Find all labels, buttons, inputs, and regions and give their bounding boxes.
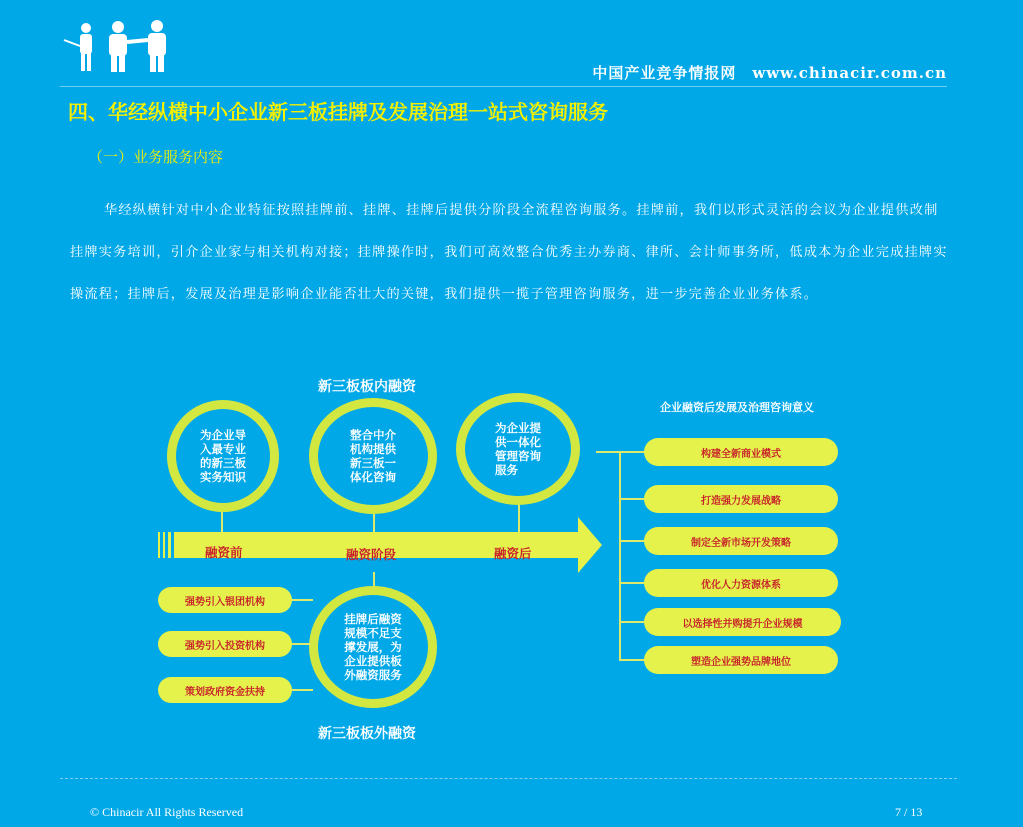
stage-before: 融资前	[205, 545, 243, 560]
body-paragraph: 华经纵横针对中小企业特征按照挂牌前、挂牌、挂牌后提供分阶段全流程咨询服务。挂牌前，我们以形式灵活的会议为企业提供改制挂牌实务培训，引介企业家与相关机构对接；挂牌操作时，我们可高效整合优秀主办券商、律所、会计师事务所，低成本为企业完成挂牌实操流程；挂牌后，发展及治理是影响企业能否壮大的关键，我们提供一揽子管理咨询服务，进一步完善企业业务体系。	[70, 203, 948, 302]
pill-market-strategy: 制定全新市场开发策略	[644, 527, 838, 555]
site-header: 中国产业竞争情报网 www.chinacir.com.cn	[592, 64, 947, 82]
pill-government-funding: 策划政府资金扶持	[158, 677, 292, 703]
circle-post-financing: 为企业提 供一体化 管理咨询 服务	[456, 393, 580, 505]
connector	[291, 599, 313, 601]
section-title: 四、华经纵横中小企业新三板挂牌及发展治理一站式咨询服务	[68, 100, 608, 124]
circle-pre-financing: 为企业导 入最专业 的新三板 实务知识	[167, 400, 279, 512]
right-panel-title: 企业融资后发展及治理咨询意义	[660, 401, 814, 414]
stage-during: 融资阶段	[346, 547, 397, 562]
pill-business-model: 构建全新商业模式	[644, 438, 838, 466]
connector	[619, 540, 645, 542]
connector	[291, 643, 311, 645]
circle-outer-financing: 挂牌后融资 规模不足支 撑发展，为 企业提供板 外融资服务	[309, 586, 437, 708]
bracket-line	[619, 451, 621, 660]
connector	[619, 582, 645, 584]
page-number: 7 / 13	[895, 805, 923, 819]
pill-hr-system: 优化人力资源体系	[644, 569, 838, 597]
connector	[596, 451, 620, 453]
pill-mergers-scale: 以选择性并购提升企业规模	[644, 608, 841, 636]
connector	[619, 498, 645, 500]
header-divider	[60, 86, 947, 87]
stage-after: 融资后	[494, 546, 532, 561]
outer-financing-title: 新三板板外融资	[318, 726, 416, 742]
circle-financing: 整合中介 机构提供 新三板一 体化咨询	[309, 398, 437, 514]
pill-investment-institution: 强势引入投资机构	[158, 631, 292, 657]
logo-people-icon	[62, 18, 174, 74]
pill-bank-syndicate: 强势引入银团机构	[158, 587, 292, 613]
pill-development-strategy: 打造强力发展战略	[644, 485, 838, 513]
connector	[619, 451, 645, 453]
connector	[291, 689, 313, 691]
pill-brand-position: 塑造企业强势品牌地位	[644, 646, 838, 674]
copyright: © Chinacir All Rights Reserved	[90, 805, 244, 819]
connector	[619, 621, 645, 623]
footer-divider	[60, 778, 957, 779]
connector	[619, 659, 645, 661]
subsection-title: （一）业务服务内容	[88, 148, 224, 166]
inner-financing-title: 新三板板内融资	[318, 379, 416, 395]
